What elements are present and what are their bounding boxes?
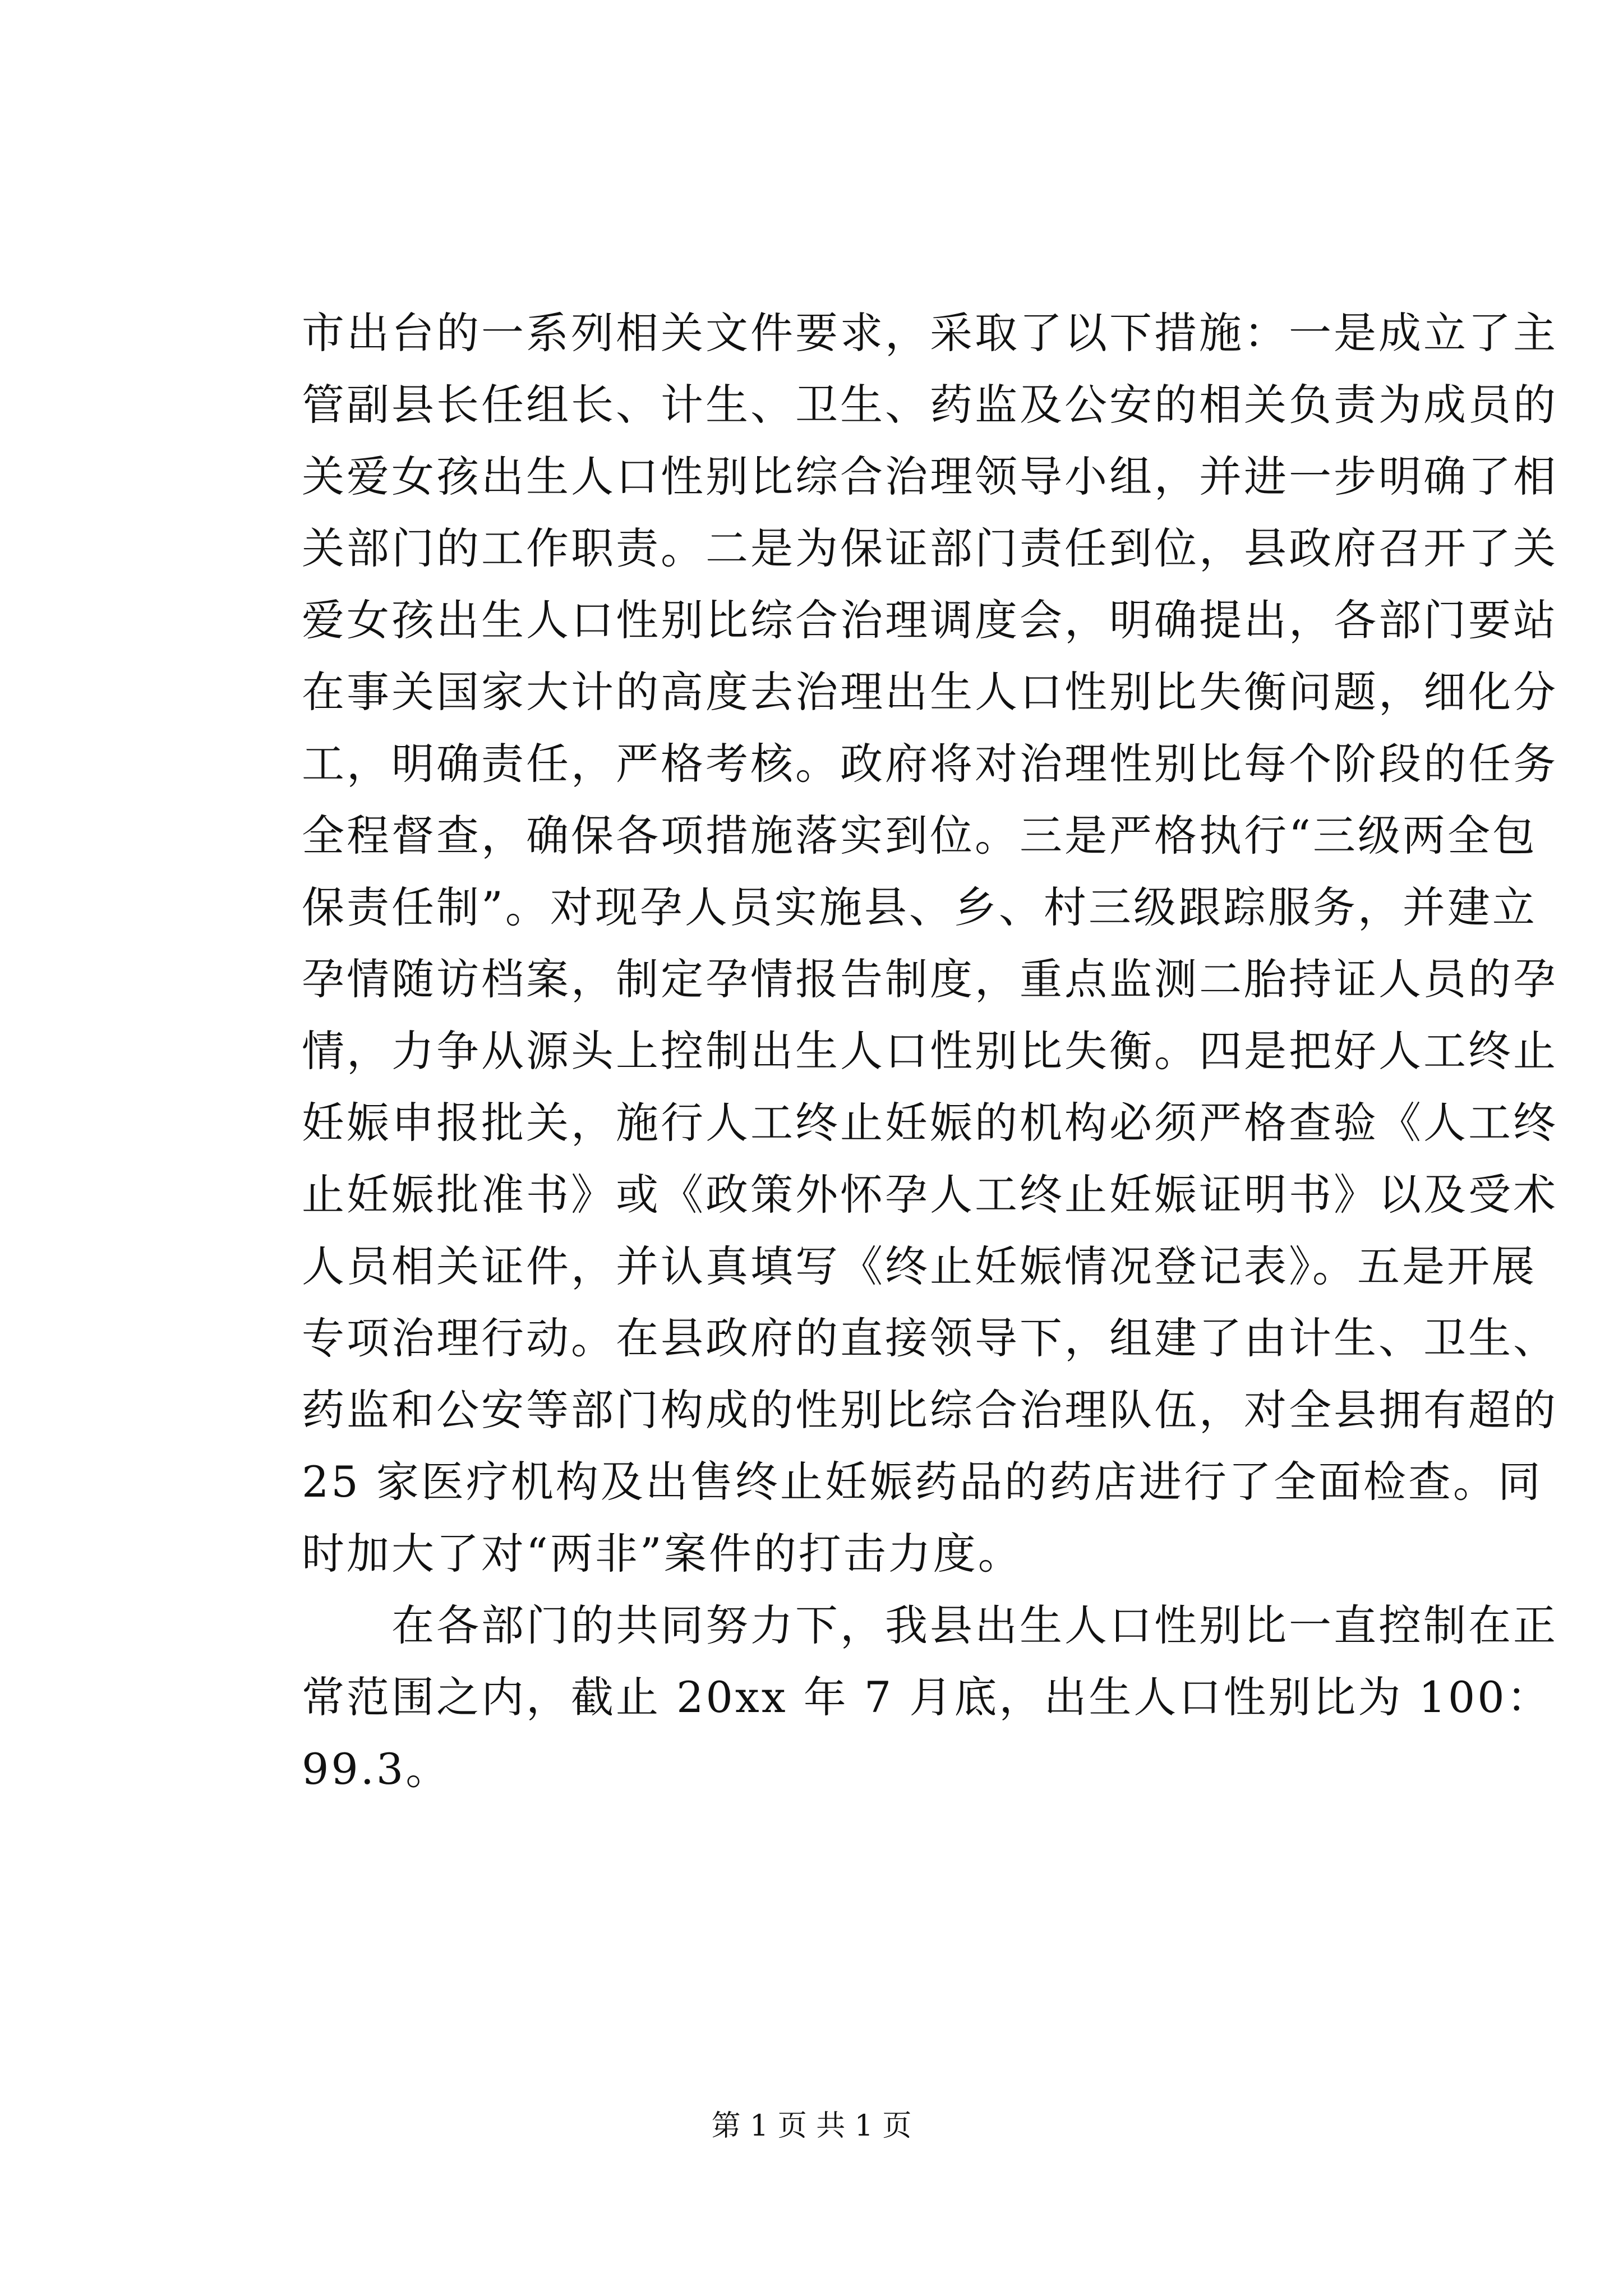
- paragraph-1-line-6: 在事关国家大计的高度去治理出生人口性别比失衡问题，细化分: [302, 667, 1558, 717]
- paragraph-2-line-3: 99.3。: [302, 1744, 451, 1794]
- paragraph-1-line-5: 爱女孩出生人口性别比综合治理调度会，明确提出，各部门要站: [302, 595, 1558, 645]
- page-number-label: 第 1 页 共 1 页: [711, 2109, 912, 2143]
- paragraph-1-line-15: 专项治理行动。在县政府的直接领导下，组建了由计生、卫生、: [302, 1313, 1558, 1363]
- page-footer: [0, 2106, 1623, 2146]
- paragraph-1-line-9: 保责任制”。对现孕人员实施县、乡、村三级跟踪服务，并建立: [302, 882, 1537, 932]
- paragraph-1-line-14: 人员相关证件，并认真填写《终止妊娠情况登记表》。五是开展: [302, 1241, 1537, 1291]
- paragraph-1-line-8: 全程督查，确保各项措施落实到位。三是严格执行“三级两全包: [302, 811, 1537, 861]
- paragraph-1-line-4: 关部门的工作职责。二是为保证部门责任到位，县政府召开了关: [302, 523, 1558, 573]
- paragraph-1-line-11: 情，力争从源头上控制出生人口性别比失衡。四是把好人工终止: [302, 1026, 1558, 1076]
- paragraph-1-line-7: 工，明确责任，严格考核。政府将对治理性别比每个阶段的任务: [302, 739, 1558, 789]
- paragraph-2-line-1: 在各部门的共同努力下，我县出生人口性别比一直控制在正: [302, 1600, 1558, 1650]
- paragraph-1-line-18: 时加大了对“两非”案件的打击力度。: [302, 1529, 1023, 1579]
- paragraph-1-line-13: 止妊娠批准书》或《政策外怀孕人工终止妊娠证明书》以及受术: [302, 1170, 1558, 1220]
- paragraph-1-line-12: 妊娠申报批关，施行人工终止妊娠的机构必须严格查验《人工终: [302, 1098, 1558, 1148]
- paragraph-1-line-17: 25 家医疗机构及出售终止妊娠药品的药店进行了全面检查。同: [302, 1457, 1543, 1507]
- paragraph-1-line-1: 市出台的一系列相关文件要求，采取了以下措施：一是成立了主: [302, 308, 1558, 358]
- paragraph-1-line-10: 孕情随访档案，制定孕情报告制度，重点监测二胎持证人员的孕: [302, 954, 1558, 1004]
- paragraph-2-line-2: 常范围之内，截止 20xx 年 7 月底，出生人口性别比为 100：: [302, 1672, 1552, 1722]
- document-body: [302, 297, 1558, 1805]
- paragraph-1-line-16: 药监和公安等部门构成的性别比综合治理队伍，对全县拥有超的: [302, 1385, 1558, 1435]
- paragraph-1-line-3: 关爱女孩出生人口性别比综合治理领导小组，并进一步明确了相: [302, 452, 1558, 501]
- paragraph-1-line-2: 管副县长任组长、计生、卫生、药监及公安的相关负责为成员的: [302, 380, 1558, 430]
